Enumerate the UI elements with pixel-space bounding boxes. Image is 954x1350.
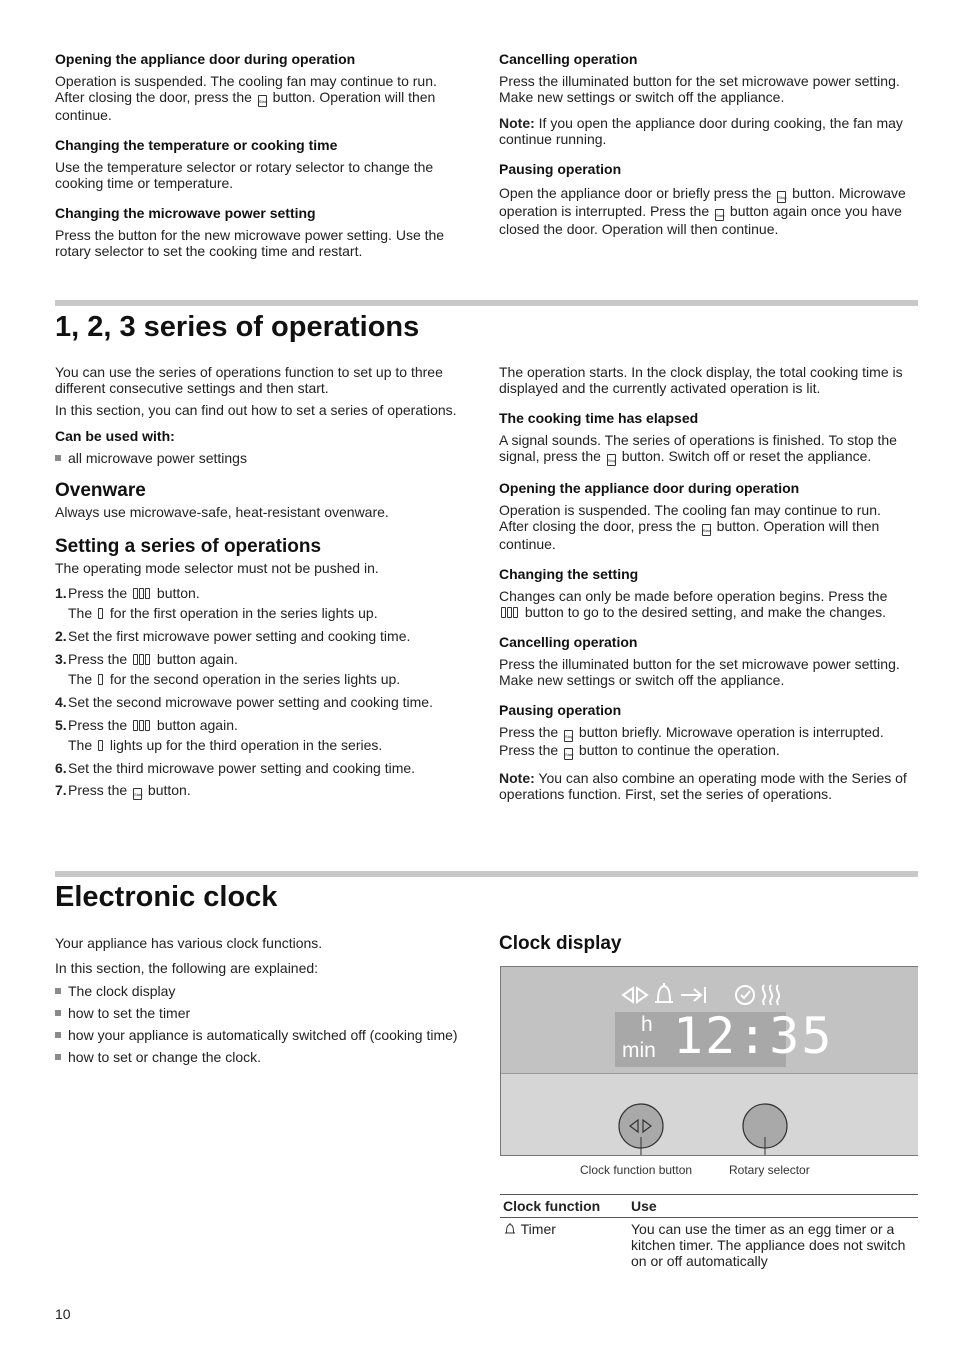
step-item: 7. Press the Start button. xyxy=(55,782,191,798)
start-button-icon: Start xyxy=(715,209,724,221)
step-item: 5. Press the button again. xyxy=(55,717,238,733)
list-item: how to set or change the clock. xyxy=(55,1049,469,1065)
section-heading: Changing the microwave power setting xyxy=(55,205,316,221)
section-heading: Pausing operation xyxy=(499,702,622,718)
table-row xyxy=(500,1218,918,1273)
paragraph: A signal sounds. The series of operations is finished. To stop the signal, press the Stop button. Switch off or reset the appliance. xyxy=(499,432,897,464)
page-number: 10 xyxy=(55,1306,71,1322)
paragraph: Changes can only be made before operation begins. Press the button to go to the desired setting, and make the changes. xyxy=(499,588,888,620)
paragraph: Press the Stop button briefly. Microwave operation is interrupted. Press the Start button to continue the operation. xyxy=(499,724,884,758)
table-header: Use xyxy=(628,1195,918,1218)
microwave-icon xyxy=(763,985,779,1005)
arrow-left-icon xyxy=(623,988,633,1002)
table-cell: You can use the timer as an egg timer or a kitchen timer. The appliance does not switch on or off automatically xyxy=(631,1221,906,1269)
start-button-icon: Start xyxy=(702,524,711,536)
clock-function-table xyxy=(500,1194,918,1272)
step-item: 4. Set the second microwave power setting and cooking time. xyxy=(55,694,433,710)
series-button-icon xyxy=(133,718,151,730)
table-header: Clock function xyxy=(500,1195,628,1218)
cooking-time-icon xyxy=(736,986,754,1004)
control-knobs xyxy=(501,1073,918,1156)
step-item: 6. Set the third microwave power setting and cooking time. xyxy=(55,760,416,776)
paragraph: Operation is suspended. The cooling fan may continue to run. After closing the door, press the Start button. Operation will then continue. xyxy=(499,502,881,552)
series-right-column xyxy=(499,364,913,802)
series-button-icon xyxy=(133,652,151,664)
note: Note: If you open the appliance door during cooking, the fan may continue running. xyxy=(499,115,903,147)
section-heading: Opening the appliance door during operation xyxy=(499,480,800,496)
page-title: 1, 2, 3 series of operations xyxy=(55,311,420,343)
hours-label: h xyxy=(641,1013,653,1036)
paragraph: You can use the series of operations function to set up to three different consecutive settings and then start. xyxy=(55,364,443,396)
paragraph: Open the appliance door or briefly press the Stop button. Microwave operation is interrupted. Press the Start button again once you have closed the door. Operation will then continue. xyxy=(499,185,906,237)
end-time-icon xyxy=(681,987,705,1003)
paragraph: In this section, the following are explained: xyxy=(55,960,319,976)
subsection-title: Ovenware xyxy=(55,480,146,501)
series-2-icon xyxy=(98,672,104,684)
section-rule xyxy=(55,300,918,306)
paragraph: Always use microwave-safe, heat-resistant ovenware. xyxy=(55,504,389,520)
clock-display-illustration xyxy=(500,966,918,1156)
paragraph: Your appliance has various clock functions. xyxy=(55,935,323,951)
caption-clock-function-button: Clock function button xyxy=(580,1163,693,1177)
list-item: all microwave power settings xyxy=(55,450,469,466)
arrow-right-icon xyxy=(637,988,647,1002)
start-button-icon: Start xyxy=(133,788,142,800)
paragraph: The operating mode selector must not be pushed in. xyxy=(55,560,379,576)
stop-button-icon: Stop xyxy=(607,454,616,466)
section-heading: Pausing operation xyxy=(499,161,622,177)
table-cell: Timer xyxy=(500,1218,628,1273)
step-item: 3. Press the button again. xyxy=(55,651,238,667)
clock-left-column xyxy=(55,935,469,1065)
section-heading: Opening the appliance door during operation xyxy=(55,51,356,67)
bell-icon xyxy=(655,983,673,1002)
paragraph: In this section, you can find out how to set a series of operations. xyxy=(55,402,457,418)
clock-time-display: 12:35 xyxy=(673,1007,834,1065)
minutes-label: min xyxy=(622,1039,656,1062)
step-result: The lights up for the third operation in the series. xyxy=(68,737,383,753)
step-result: The for the second operation in the series lights up. xyxy=(68,671,401,687)
series-left-column xyxy=(55,364,469,800)
start-button-icon: Start xyxy=(564,748,573,760)
bell-icon xyxy=(503,1222,517,1236)
list-item: how your appliance is automatically switched off (cooking time) xyxy=(55,1027,469,1043)
section-heading: Cancelling operation xyxy=(499,634,638,650)
section-heading: Changing the temperature or cooking time xyxy=(55,137,338,153)
series-button-icon xyxy=(133,586,151,598)
section-heading: Can be used with: xyxy=(55,428,175,444)
list-item: how to set the timer xyxy=(55,1005,469,1021)
paragraph: Press the button for the new microwave power setting. Use the rotary selector to set the cooking time and restart. xyxy=(55,227,445,259)
table-header-row xyxy=(500,1195,918,1218)
step-item: 2. Set the first microwave power setting and cooking time. xyxy=(55,628,411,644)
subsection-title: Clock display xyxy=(499,933,622,954)
top-left-column xyxy=(55,51,469,259)
caption-rotary-selector: Rotary selector xyxy=(729,1163,810,1177)
section-heading: Cancelling operation xyxy=(499,51,638,67)
paragraph: Press the illuminated button for the set microwave power setting. Make new settings or switch off the appliance. xyxy=(499,73,900,105)
display-panel xyxy=(501,967,918,1074)
section-heading: The cooking time has elapsed xyxy=(499,410,699,426)
series-3-icon xyxy=(98,738,104,750)
step-result: The for the first operation in the series lights up. xyxy=(68,605,378,621)
paragraph: Operation is suspended. The cooling fan may continue to run. After closing the door, press the Start button. Operation will then continue. xyxy=(55,73,437,123)
list-item: The clock display xyxy=(55,983,469,999)
section-rule xyxy=(55,871,918,877)
page-title: Electronic clock xyxy=(55,881,278,913)
paragraph: Use the temperature selector or rotary selector to change the cooking time or temperature. xyxy=(55,159,434,191)
start-button-icon: Start xyxy=(258,95,267,107)
note: Note: You can also combine an operating mode with the Series of operations function. First, set the series of operations. xyxy=(499,770,907,802)
paragraph: Press the illuminated button for the set microwave power setting. Make new settings or switch off the appliance. xyxy=(499,656,900,688)
section-heading: Changing the setting xyxy=(499,566,639,582)
top-right-column xyxy=(499,51,913,237)
step-item: 1. Press the button. xyxy=(55,585,200,601)
series-1-icon xyxy=(98,606,104,618)
stop-button-icon: Stop xyxy=(564,730,573,742)
stop-button-icon: Stop xyxy=(777,191,786,203)
paragraph: The operation starts. In the clock display, the total cooking time is displayed and the currently activated operation is lit. xyxy=(499,364,903,396)
subsection-title: Setting a series of operations xyxy=(55,536,322,557)
series-button-icon xyxy=(501,605,519,617)
